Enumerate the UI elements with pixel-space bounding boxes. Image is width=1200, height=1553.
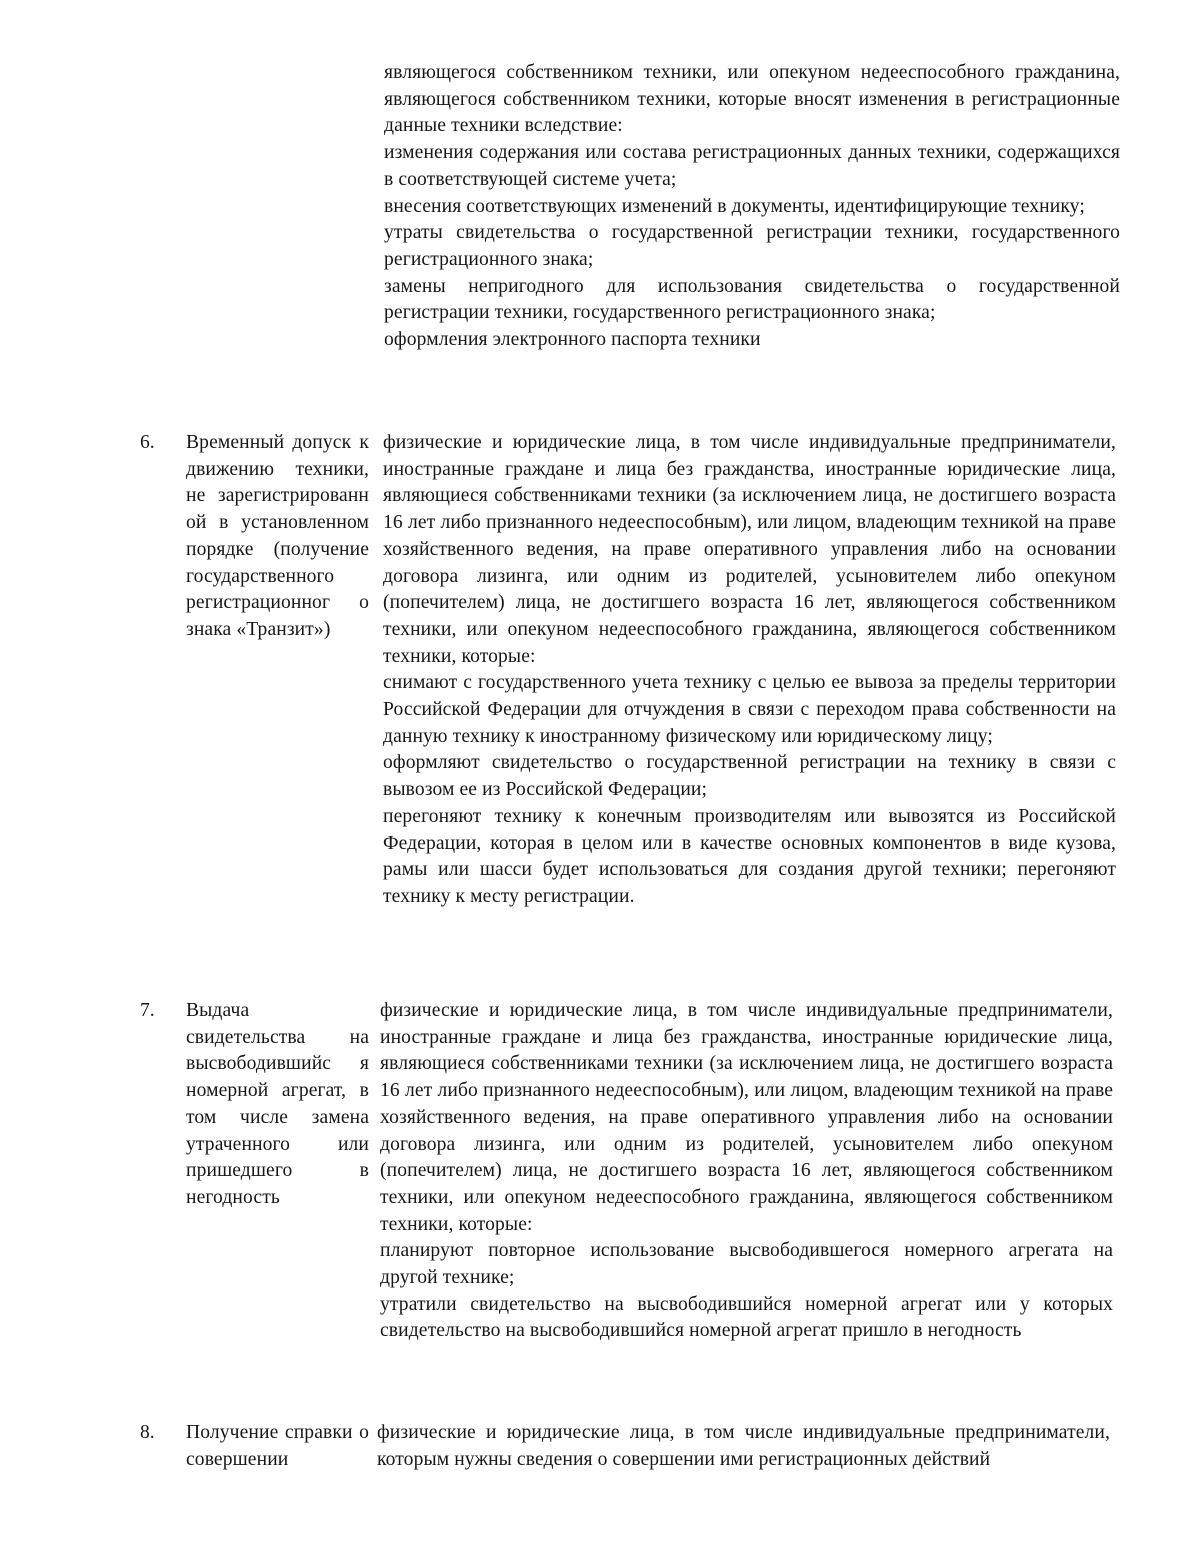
row-number: 7. <box>140 1000 155 1021</box>
continuation-paragraph: утраты свидетельства о государственной регистрации техники, государственного регистрационного знака; <box>384 222 1120 270</box>
applicants-cell <box>383 430 1116 911</box>
applicants-paragraph: физические и юридические лица, в том числе индивидуальные предприниматели, которым нужны сведения о совершении ими регистрационных действий <box>377 1422 1110 1470</box>
applicants-paragraph: оформляют свидетельство о государственной регистрации на технику в связи с вывозом ее из Российской Федерации; <box>383 752 1116 801</box>
applicants-paragraph: утратили свидетельство на высвободившийся номерной агрегат или у которых свидетельство на высвободившийся номерной агрегат пришло в негодность <box>380 1293 1113 1342</box>
continuation-paragraph: оформления электронного паспорта техники <box>384 329 761 351</box>
applicants-paragraph: физические и юридические лица, в том числе индивидуальные предприниматели, иностранные граждане и лица без гражданства, иностранные юридические лица, являющиеся собственниками техники (за исключением лица, не достигшего возраста 16 лет либо признанного недееспособным), или лицом, владеющим техникой на праве хозяйственного ведения, на праве оперативного управления либо на основании договора лизинга, или одним из родителей, усыновителем либо опекуном (попечителем) лица, не достигшего возраста 16 лет, являющегося собственником техники, или опекуном недееспособного гражданина, являющегося собственником техники, которые: <box>383 432 1116 667</box>
applicants-paragraph: снимают с государственного учета технику с целью ее вывоза за пределы территории Российской Федерации для отчуждения в связи с переходом права собственности на данную технику к иностранному физическому или юридическому лицу; <box>383 672 1116 747</box>
service-name: Получение справки о совершении <box>186 1422 369 1470</box>
service-name: Временный допуск к движению техники, не зарегистрированн ой в установленном порядке (получение государственного регистрационног о знака «Транзит») <box>186 432 369 640</box>
applicants-cell <box>380 998 1113 1345</box>
continuation-paragraph: изменения содержания или состава регистрационных данных техники, содержащихся в соответствующей системе учета; <box>384 142 1120 190</box>
continuation-paragraph: внесения соответствующих изменений в документы, идентифицирующие технику; <box>384 195 1085 217</box>
applicants-paragraph: физические и юридические лица, в том числе индивидуальные предприниматели, иностранные граждане и лица без гражданства, иностранные юридические лица, являющиеся собственниками техники (за исключением лица, не достигшего возраста 16 лет либо признанного недееспособным), или лицом, владеющим техникой на праве хозяйственного ведения, на праве оперативного управления либо на основании договора лизинга, или одним из родителей, усыновителем либо опекуном (попечителем) лица, не достигшего возраста 16 лет, являющегося собственником техники, или опекуном недееспособного гражданина, являющегося собственником техники, которые: <box>380 1000 1113 1235</box>
row-number: 8. <box>140 1422 155 1443</box>
row-number: 6. <box>140 432 155 453</box>
continuation-paragraph: замены непригодного для использования свидетельства о государственной регистрации техники, государственного регистрационного знака; <box>384 275 1120 324</box>
applicants-paragraph: перегоняют технику к конечным производителям или вывозятся из Российской Федерации, которая в целом или в качестве основных компонентов в виде кузова, рамы или шасси будет использоваться для создания другой техники; перегоняют технику к месту регистрации. <box>383 805 1116 907</box>
continuation-paragraph: являющегося собственником техники, или опекуном недееспособного гражданина, являющегося собственником техники, которые вносят изменения в регистрационные данные техники вследствие: <box>384 62 1120 137</box>
service-name: Выдача свидетельства на высвободившийс я номерной агрегат, в том числе замена утраченного или пришедшего в негодность <box>186 1000 369 1208</box>
continuation-block <box>384 60 1120 354</box>
applicants-cell <box>377 1420 1110 1473</box>
applicants-paragraph: планируют повторное использование высвободившегося номерного агрегата на другой технике; <box>380 1240 1113 1289</box>
